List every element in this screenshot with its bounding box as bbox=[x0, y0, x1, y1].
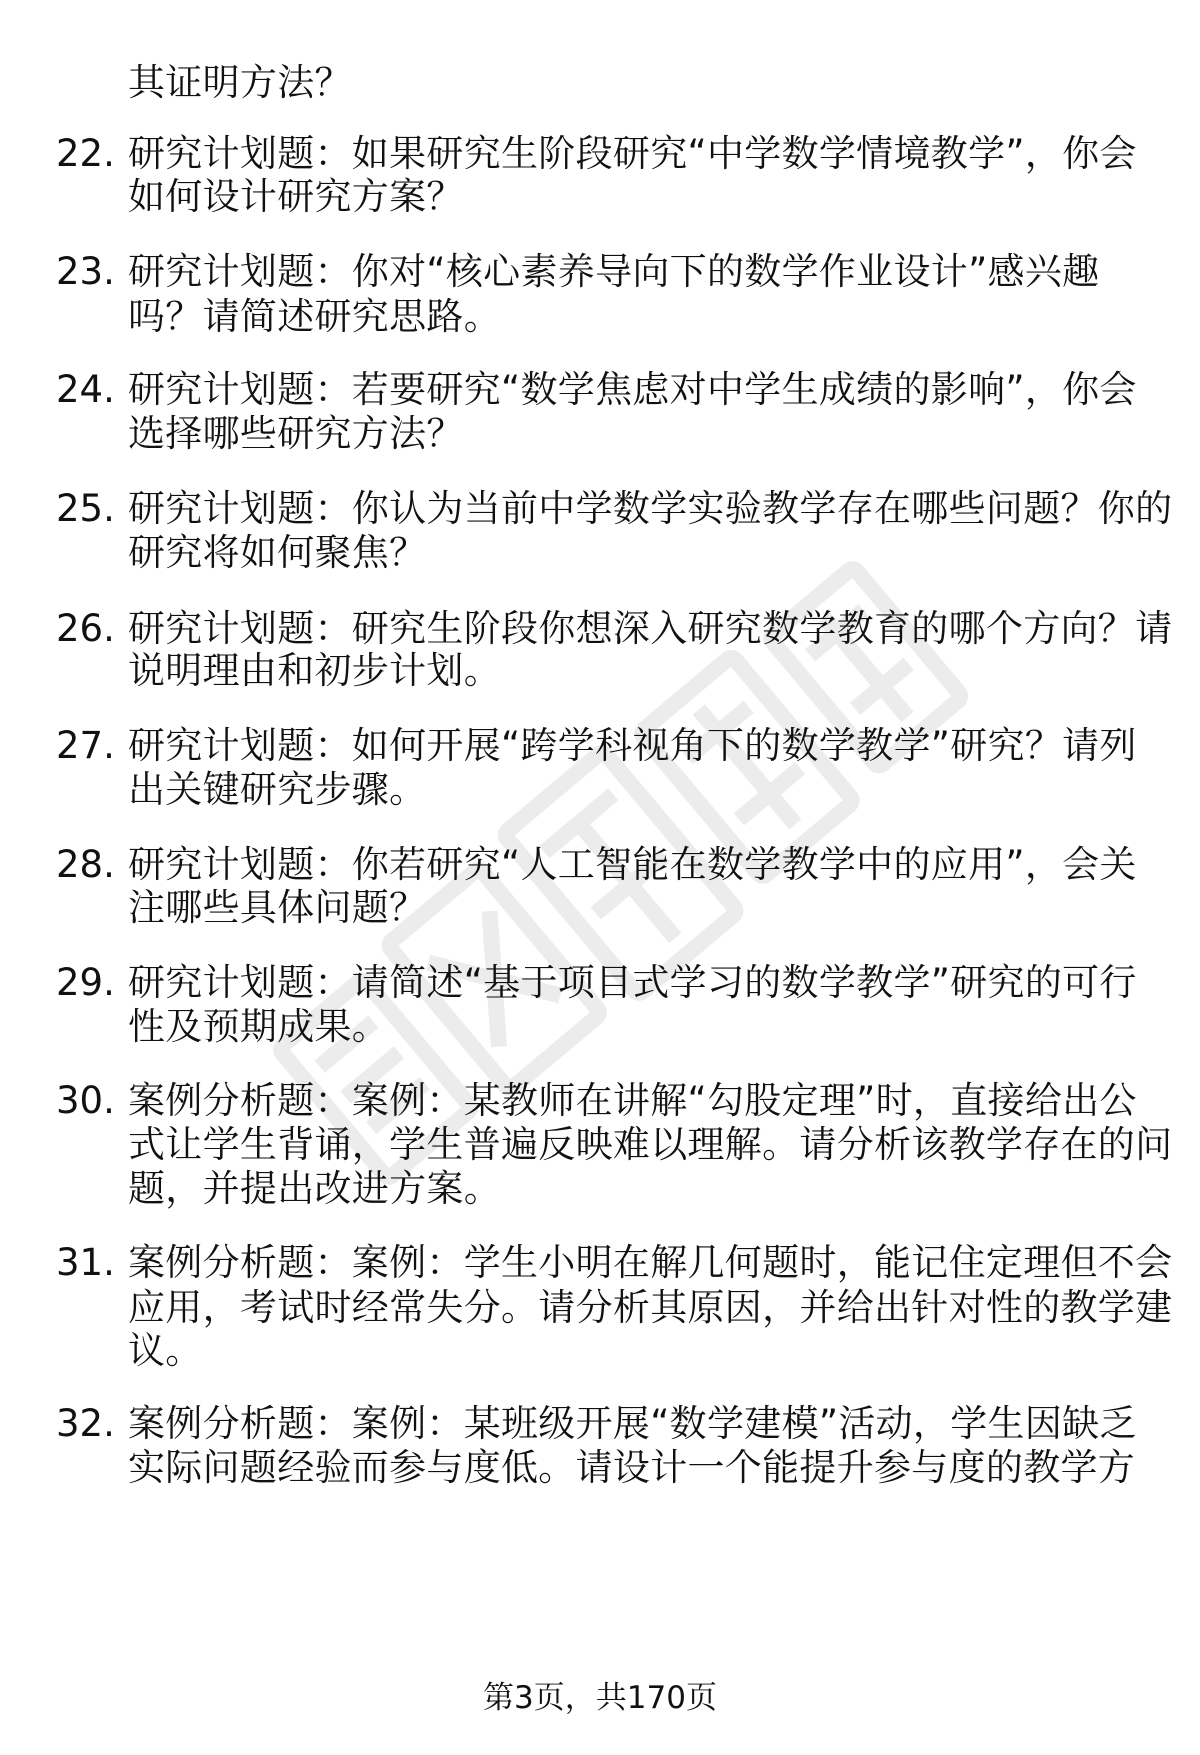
item-22-line-1: 研究计划题：如果研究生阶段研究“中学数学情境教学”，你会 bbox=[128, 132, 1137, 175]
page-number-footer: 第3页，共170页 bbox=[483, 1680, 717, 1716]
item-number-29: 29. bbox=[56, 961, 115, 1004]
item-24-line-2: 选择哪些研究方法？ bbox=[128, 412, 464, 455]
item-31-line-1: 案例分析题：案例：学生小明在解几何题时，能记住定理但不会 bbox=[128, 1241, 1173, 1284]
item-number-22: 22. bbox=[56, 132, 115, 175]
item-27-line-1: 研究计划题：如何开展“跨学科视角下的数学教学”研究？请列 bbox=[128, 724, 1137, 767]
item-number-23: 23. bbox=[56, 250, 115, 293]
item-31-line-2: 应用，考试时经常失分。请分析其原因，并给出针对性的教学建 bbox=[128, 1286, 1173, 1329]
item-number-32: 32. bbox=[56, 1402, 115, 1445]
item-22-line-2: 如何设计研究方案？ bbox=[128, 175, 464, 218]
item-30-line-1: 案例分析题：案例：某教师在讲解“勾股定理”时，直接给出公 bbox=[128, 1079, 1137, 1122]
item-number-28: 28. bbox=[56, 843, 115, 886]
item-number-27: 27. bbox=[56, 724, 115, 767]
item-28-line-1: 研究计划题：你若研究“人工智能在数学教学中的应用”，会关 bbox=[128, 843, 1137, 886]
item-24-line-1: 研究计划题：若要研究“数学焦虑对中学生成绩的影响”，你会 bbox=[128, 368, 1137, 411]
item-26-line-1: 研究计划题：研究生阶段你想深入研究数学教育的哪个方向？请 bbox=[128, 607, 1173, 650]
item-27-line-2: 出关键研究步骤。 bbox=[128, 768, 427, 811]
item-number-26: 26. bbox=[56, 607, 115, 650]
item-32-line-2: 实际问题经验而参与度低。请设计一个能提升参与度的教学方 bbox=[128, 1446, 1136, 1489]
item-32-line-1: 案例分析题：案例：某班级开展“数学建模”活动，学生因缺乏 bbox=[128, 1402, 1137, 1445]
item-number-25: 25. bbox=[56, 487, 115, 530]
item-30-line-3: 题，并提出改进方案。 bbox=[128, 1167, 501, 1210]
item-25-line-2: 研究将如何聚焦？ bbox=[128, 531, 427, 574]
item-25-line-1: 研究计划题：你认为当前中学数学实验教学存在哪些问题？你的 bbox=[128, 487, 1173, 530]
item-number-24: 24. bbox=[56, 368, 115, 411]
item-23-line-2: 吗？请简述研究思路。 bbox=[128, 295, 501, 338]
item-26-line-2: 说明理由和初步计划。 bbox=[128, 649, 501, 692]
item-29-line-2: 性及预期成果。 bbox=[128, 1005, 390, 1048]
item-29-line-1: 研究计划题：请简述“基于项目式学习的数学教学”研究的可行 bbox=[128, 961, 1137, 1004]
item-number-30: 30. bbox=[56, 1079, 115, 1122]
item-30-line-2: 式让学生背诵，学生普遍反映难以理解。请分析该教学存在的问 bbox=[128, 1123, 1173, 1166]
continuation-line: 其证明方法？ bbox=[128, 61, 352, 104]
item-23-line-1: 研究计划题：你对“核心素养导向下的数学作业设计”感兴趣 bbox=[128, 250, 1100, 293]
item-28-line-2: 注哪些具体问题？ bbox=[128, 886, 427, 929]
item-number-31: 31. bbox=[56, 1241, 115, 1284]
item-31-line-3: 议。 bbox=[128, 1329, 203, 1372]
